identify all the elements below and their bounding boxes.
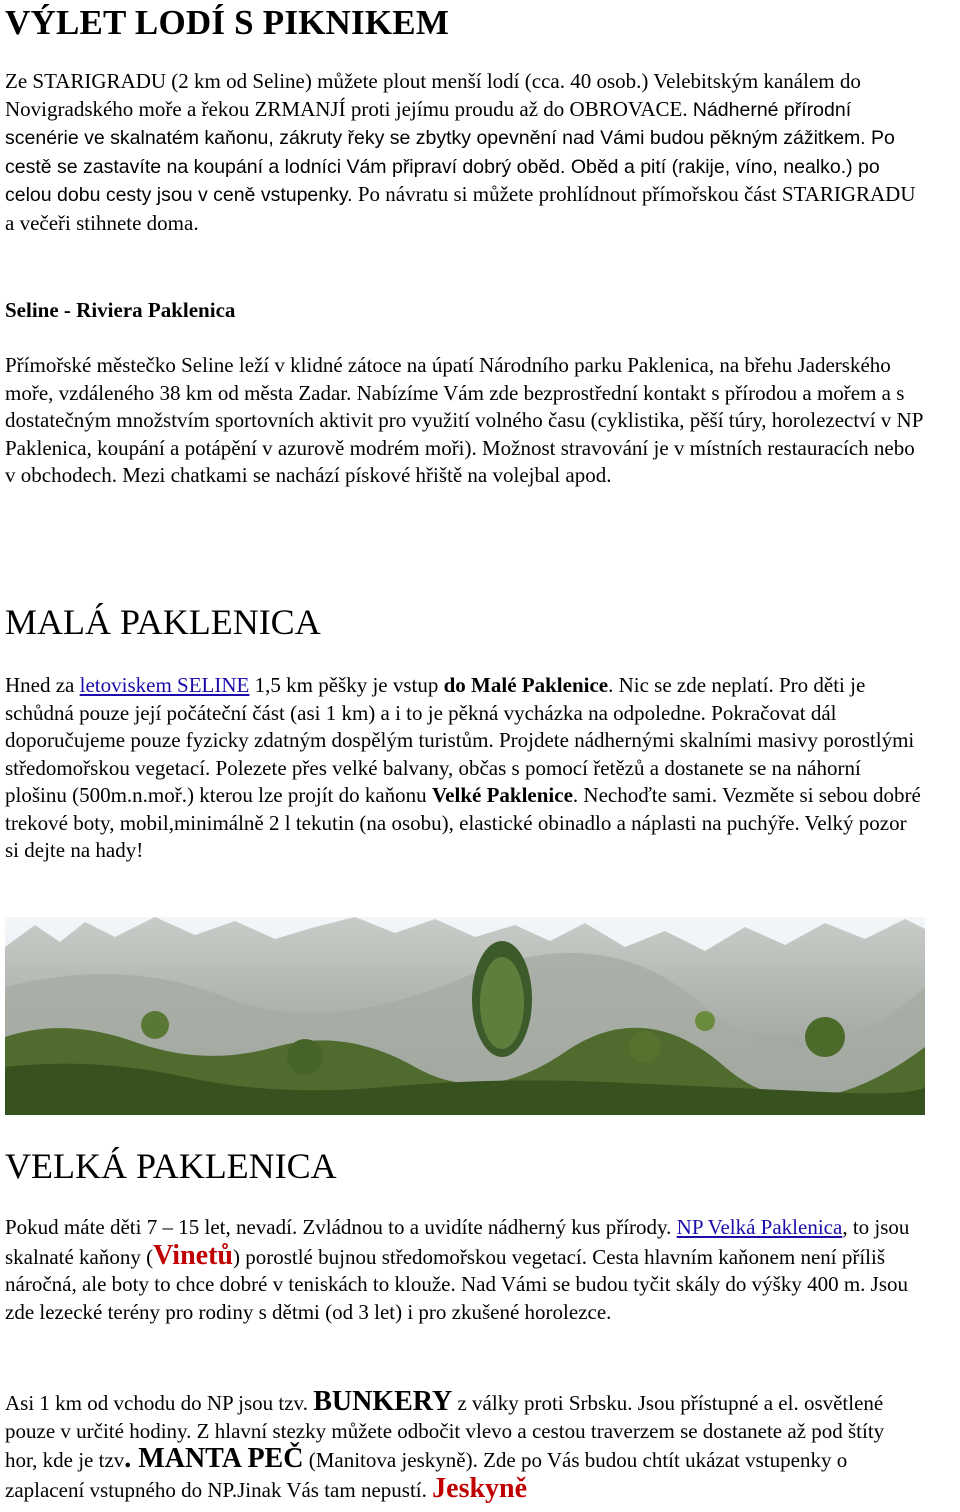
link-letovisko-seline[interactable]: letoviskem SELINE <box>79 673 250 697</box>
velka-text-1: Pokud máte děti 7 – 15 let, nevadí. Zvládnou to a uvidíte nádherný kus přírody. <box>5 1215 677 1239</box>
mala-text-4: . Nechoďte sami. Vezměte si sebou dobré trekové boty, mobil,minimálně 2 l tekutin (na osobu), elastické obinadlo a náplasti na puchýře. Velký pozor si dejte na hady! <box>5 783 921 862</box>
velka-p2-text-1: Asi 1 km od vchodu do NP jsou tzv. <box>5 1391 314 1415</box>
mala-text-1: Hned za <box>5 673 80 697</box>
boat-trip-paragraph <box>5 68 930 237</box>
heading-mala-paklenica: MALÁ PAKLENICA <box>5 602 321 642</box>
mala-text-2: 1,5 km pěšky je vstup <box>249 673 444 697</box>
heading-boat-trip: VÝLET LODÍ S PIKNIKEM <box>5 3 450 42</box>
velka-text-3: ) porostlé bujnou středomořskou vegetací. Cesta hlavním kaňonem není příliš náročná, ale boty to chce dobré v teniskách to klouže. Nad Vámi se budou tyčit skály do výšky 400 m. Jsou zde lezecké terény pro rodiny s dětmi (od 3 let) i pro zkušené horolezce. <box>5 1244 908 1324</box>
mala-bold-velke: Velké Paklenice <box>431 783 573 807</box>
velka-text-2: , to jsou skalnaté kaňony ( <box>5 1215 910 1269</box>
velka-jeskyne: Jeskyně <box>432 1472 528 1504</box>
mala-paklenica-paragraph <box>5 672 925 865</box>
velka-bunkery: BUNKERY <box>313 1386 453 1417</box>
velka-p2-text-3: (Manitova jeskyně). Zde po Vás budou chtít ukázat vstupenky o zaplacení vstupného do NP.Jinak Vás tam nepustí. <box>5 1448 848 1502</box>
seline-subtitle: Seline - Riviera Paklenica <box>5 298 236 322</box>
velka-p2-text-2: z války proti Srbsku. Jsou přístupné a el. osvětlené pouze v určité hodiny. Z hlavní stezky můžete odbočit vlevo a cestou traverzem se dostanete až pod štíty hor, kde je tzv <box>5 1391 885 1472</box>
boat-trip-text-3: Po návratu si můžete prohlídnout přímořskou část STARIGRADU a večeři stihnete doma. <box>5 182 916 235</box>
seline-paragraph: Přímořské městečko Seline leží v klidné zátoce na úpatí Národního parku Paklenica, na břehu Jaderského moře, vzdáleného 38 km od města Zadar. Nabízíme Vám zde bezprostřední kontakt s přírodou a mořem a s dostatečným množstvím sportovních aktivit pro využití volného času (cyklistika, pěší túry, horolezectví v NP Paklenica, koupání a potápění v azurově modrém moři). Možnost stravování je v místních restauracích nebo v obchodech. Mezi chatkami se nachází pískové hřiště na volejbal apod. <box>5 353 923 487</box>
heading-velka-paklenica: VELKÁ PAKLENICA <box>5 1146 337 1186</box>
mala-text-3: . Nic se zde neplatí. Pro děti je schůdná pouze její počáteční část (asi 1 km) a i to je pěkná vycházka na odpoledne. Pokračovat dál doporučujeme pouze fyzicky zdatným dospělým turistům. Projdete nádhernými skalními masivy porostlými středomořskou vegetací. Polezete přes velké balvany, občas s pomocí řetězů a dostanete se na náhorní plošinu (500m.n.moř.) kterou lze projít do kaňonu <box>5 673 915 807</box>
velka-manta-pec: . MANTA PEČ <box>124 1443 304 1474</box>
link-np-velka-paklenica[interactable]: NP Velká Paklenica <box>676 1215 843 1239</box>
boat-trip-text-2: Nádherné přírodní scenérie ve skalnatém kaňonu, zákruty řeky se zbytky opevnění nad Vámi budou pěkným zážitkem. Po cestě se zastavíte na koupání a lodníci Vám připraví dobrý oběd. Oběd a pití (rakije, víno, nealko.) po celou dobu cesty jsou v ceně vstupenky. <box>5 98 895 206</box>
velka-paklenica-paragraph-2 <box>5 1388 920 1504</box>
velka-vinetu: Vinetů <box>153 1239 233 1271</box>
mala-bold-entrance: do Malé Paklenice <box>443 673 609 697</box>
boat-trip-text-1: Ze STARIGRADU (2 km od Seline) můžete plout menší lodí (cca. 40 osob.) Velebitským kanálem do Novigradského moře a řekou ZRMANJÍ proti jejímu proudu až do OBROVACE. <box>5 69 861 121</box>
velka-paklenica-paragraph-1 <box>5 1214 920 1326</box>
paklenica-rock-photo <box>5 917 925 1115</box>
